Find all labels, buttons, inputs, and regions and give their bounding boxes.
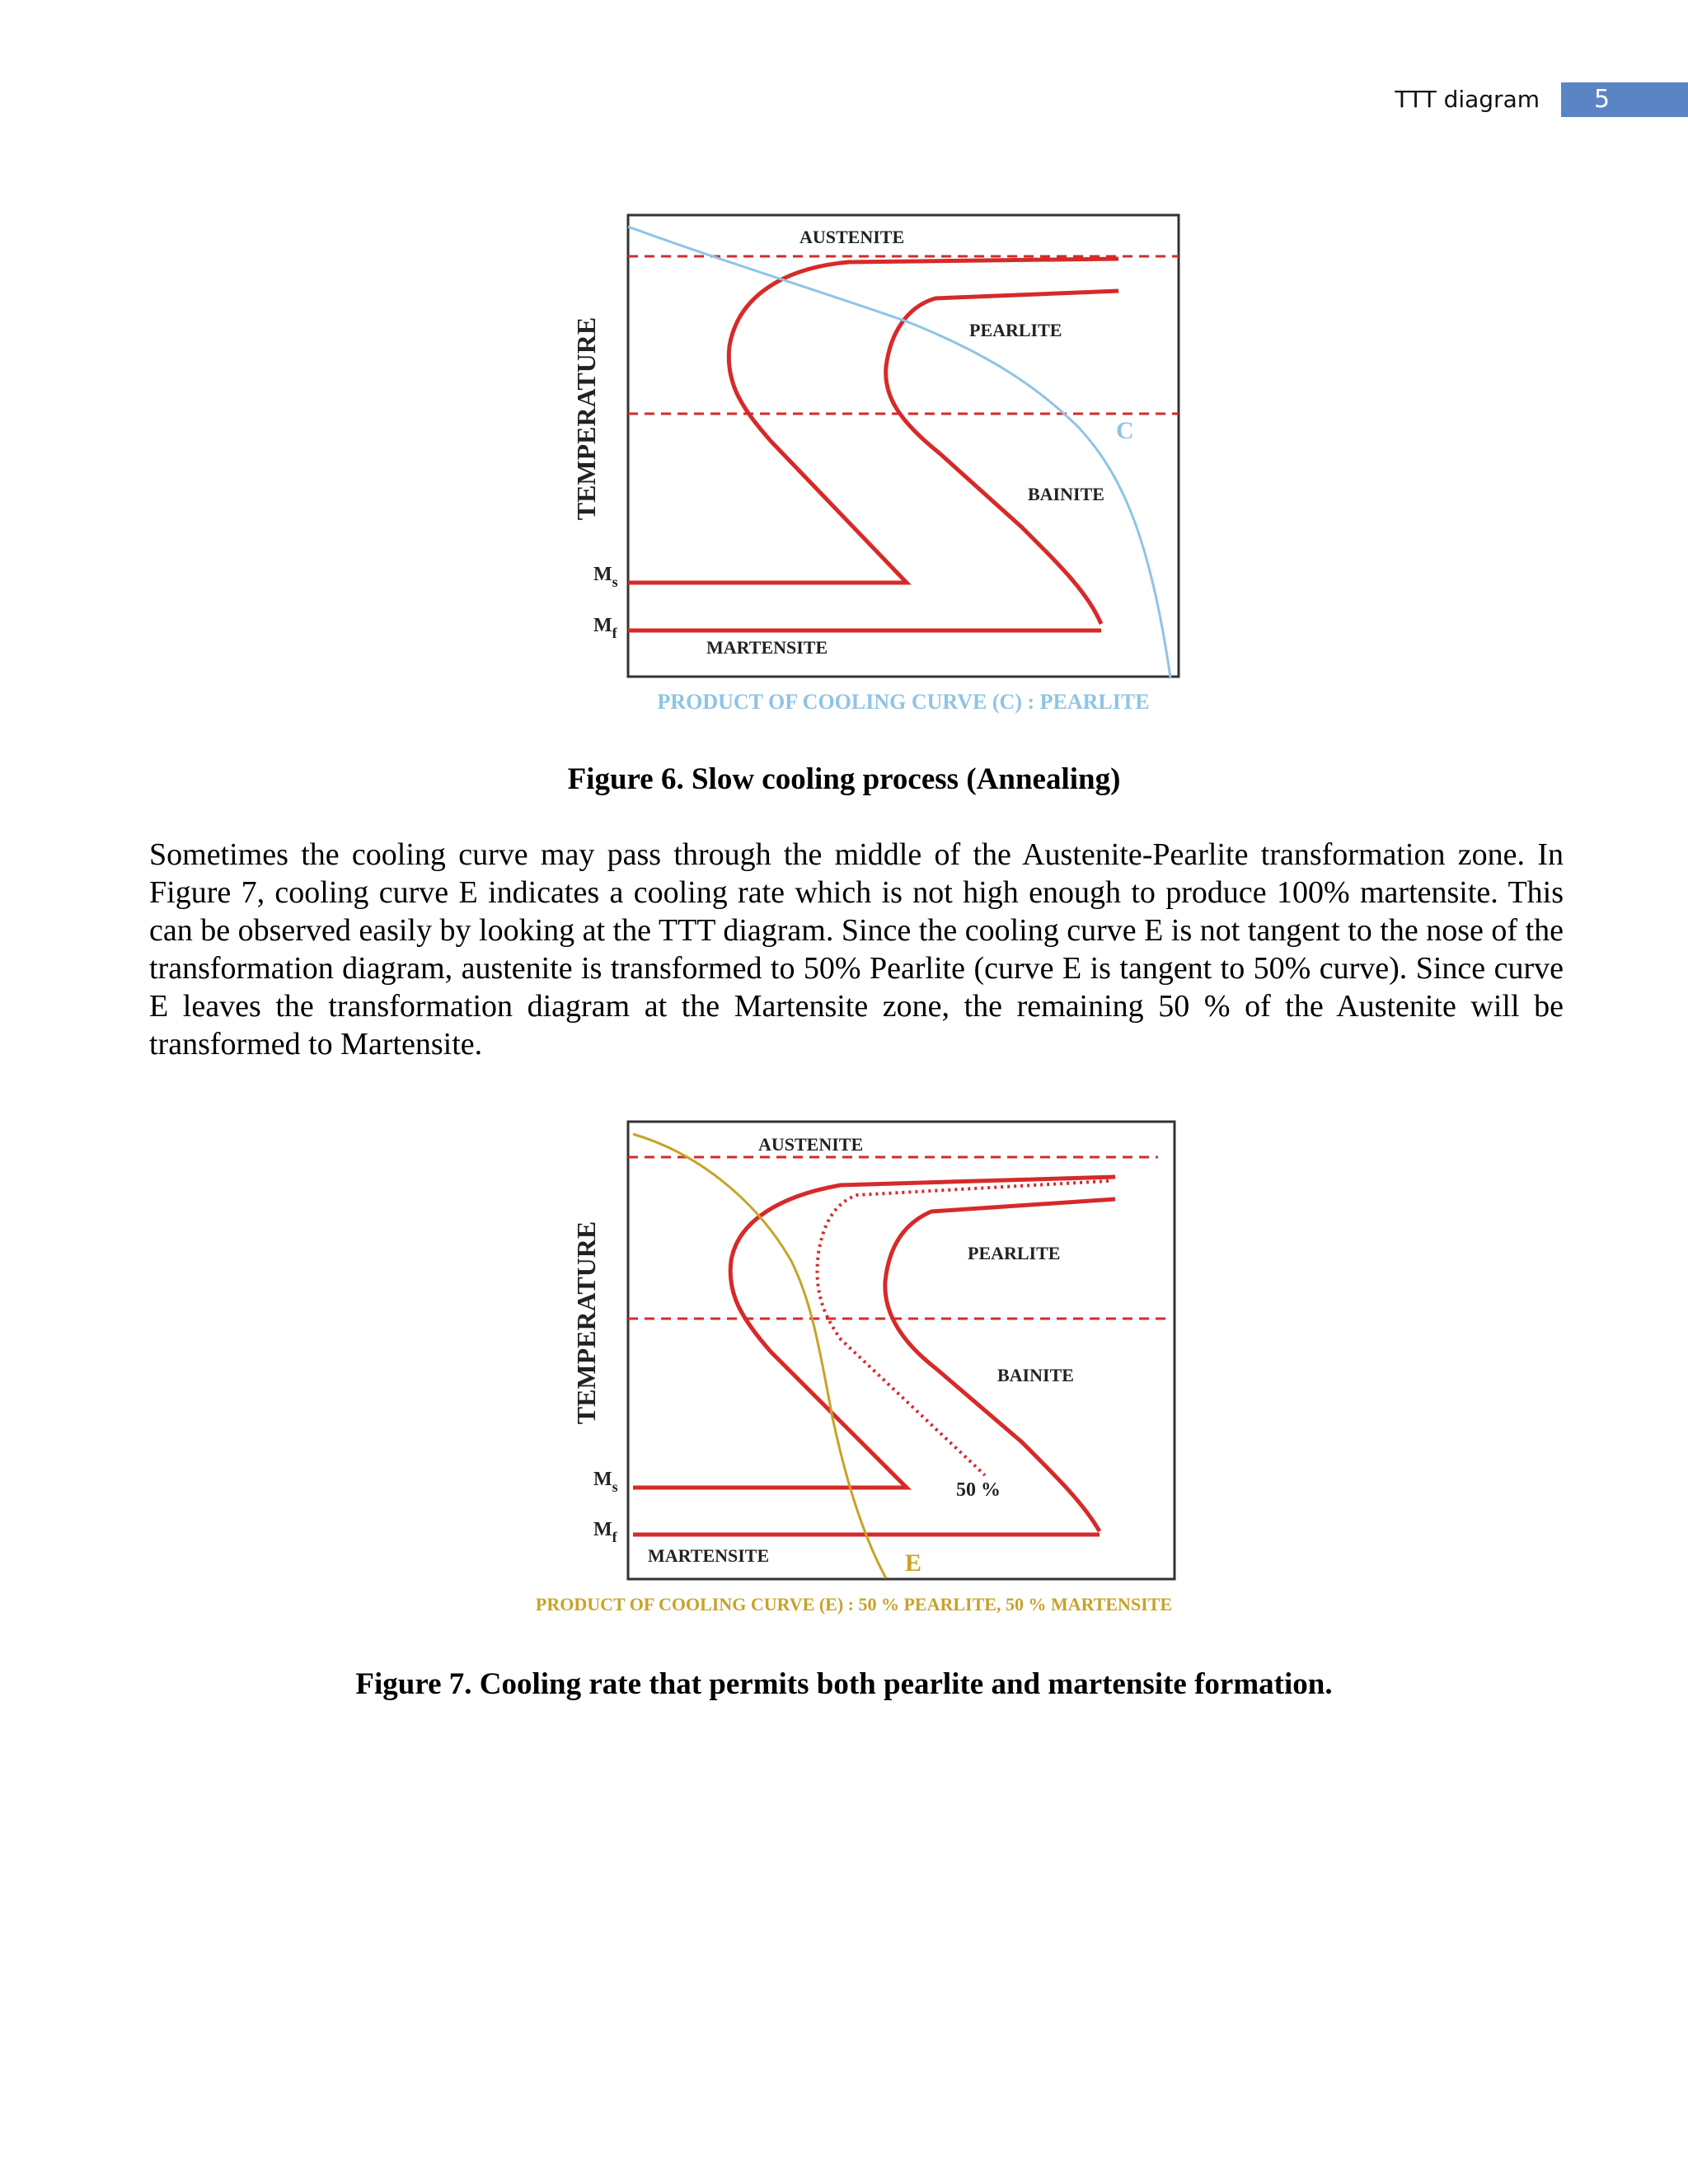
figure-7-caption: Figure 7. Cooling rate that permits both pearlite and martensite formation. bbox=[355, 1667, 1333, 1701]
ms-label: $M_s$ bbox=[593, 564, 618, 590]
label-austenite: AUSTENITE bbox=[758, 1134, 864, 1155]
mf-label: $M_f$ bbox=[593, 615, 617, 641]
figure-6-ttt-diagram bbox=[0, 198, 1688, 725]
label-50-percent: 50 % bbox=[956, 1479, 1001, 1501]
figure-7-frame bbox=[628, 1122, 1175, 1579]
figure-6-caption: Figure 6. Slow cooling process (Annealing) bbox=[567, 762, 1121, 796]
figure-6-frame bbox=[628, 215, 1179, 677]
label-curve-e: E bbox=[905, 1549, 922, 1577]
figure-6-product-text: PRODUCT OF COOLING CURVE (C) : PEARLITE bbox=[657, 690, 1150, 714]
label-pearlite: PEARLITE bbox=[968, 1243, 1061, 1263]
label-curve-c: C bbox=[1116, 417, 1134, 444]
mf-label: $M_f$ bbox=[593, 1519, 617, 1545]
figure-7-ttt-diagram bbox=[0, 1104, 1688, 1632]
body-paragraph: Sometimes the cooling curve may pass through the middle of the Austenite-Pearlite transformation zone. In Figure 7, cooling curve E indicates a cooling rate which is not high enough to produce 100% martensite. This can be observed easily by looking at the TTT diagram. Since the cooling curve E is not tangent to the nose of the transformation diagram, austenite is transformed to 50% Pearlite (curve E is tangent to 50% curve). Since curve E leaves the transformation diagram at the Martensite zone, the remaining 50 % of the Austenite will be transformed to Martensite. bbox=[149, 837, 1564, 1062]
label-bainite: BAINITE bbox=[1028, 484, 1104, 504]
figure-7-product-text: PRODUCT OF COOLING CURVE (E) : 50 % PEARLITE, 50 % MARTENSITE bbox=[535, 1594, 1173, 1615]
label-austenite: AUSTENITE bbox=[799, 227, 905, 247]
label-martensite: MARTENSITE bbox=[706, 637, 828, 658]
label-martensite: MARTENSITE bbox=[648, 1545, 770, 1566]
y-axis-label: TEMPERATURE bbox=[571, 1221, 601, 1425]
ms-label: $M_s$ bbox=[593, 1469, 618, 1495]
y-axis-label: TEMPERATURE bbox=[571, 316, 601, 521]
page-number-badge: 5 bbox=[1561, 82, 1688, 117]
running-header-title: TTT diagram bbox=[1395, 86, 1540, 113]
label-pearlite: PEARLITE bbox=[969, 320, 1062, 340]
label-bainite: BAINITE bbox=[997, 1365, 1074, 1385]
